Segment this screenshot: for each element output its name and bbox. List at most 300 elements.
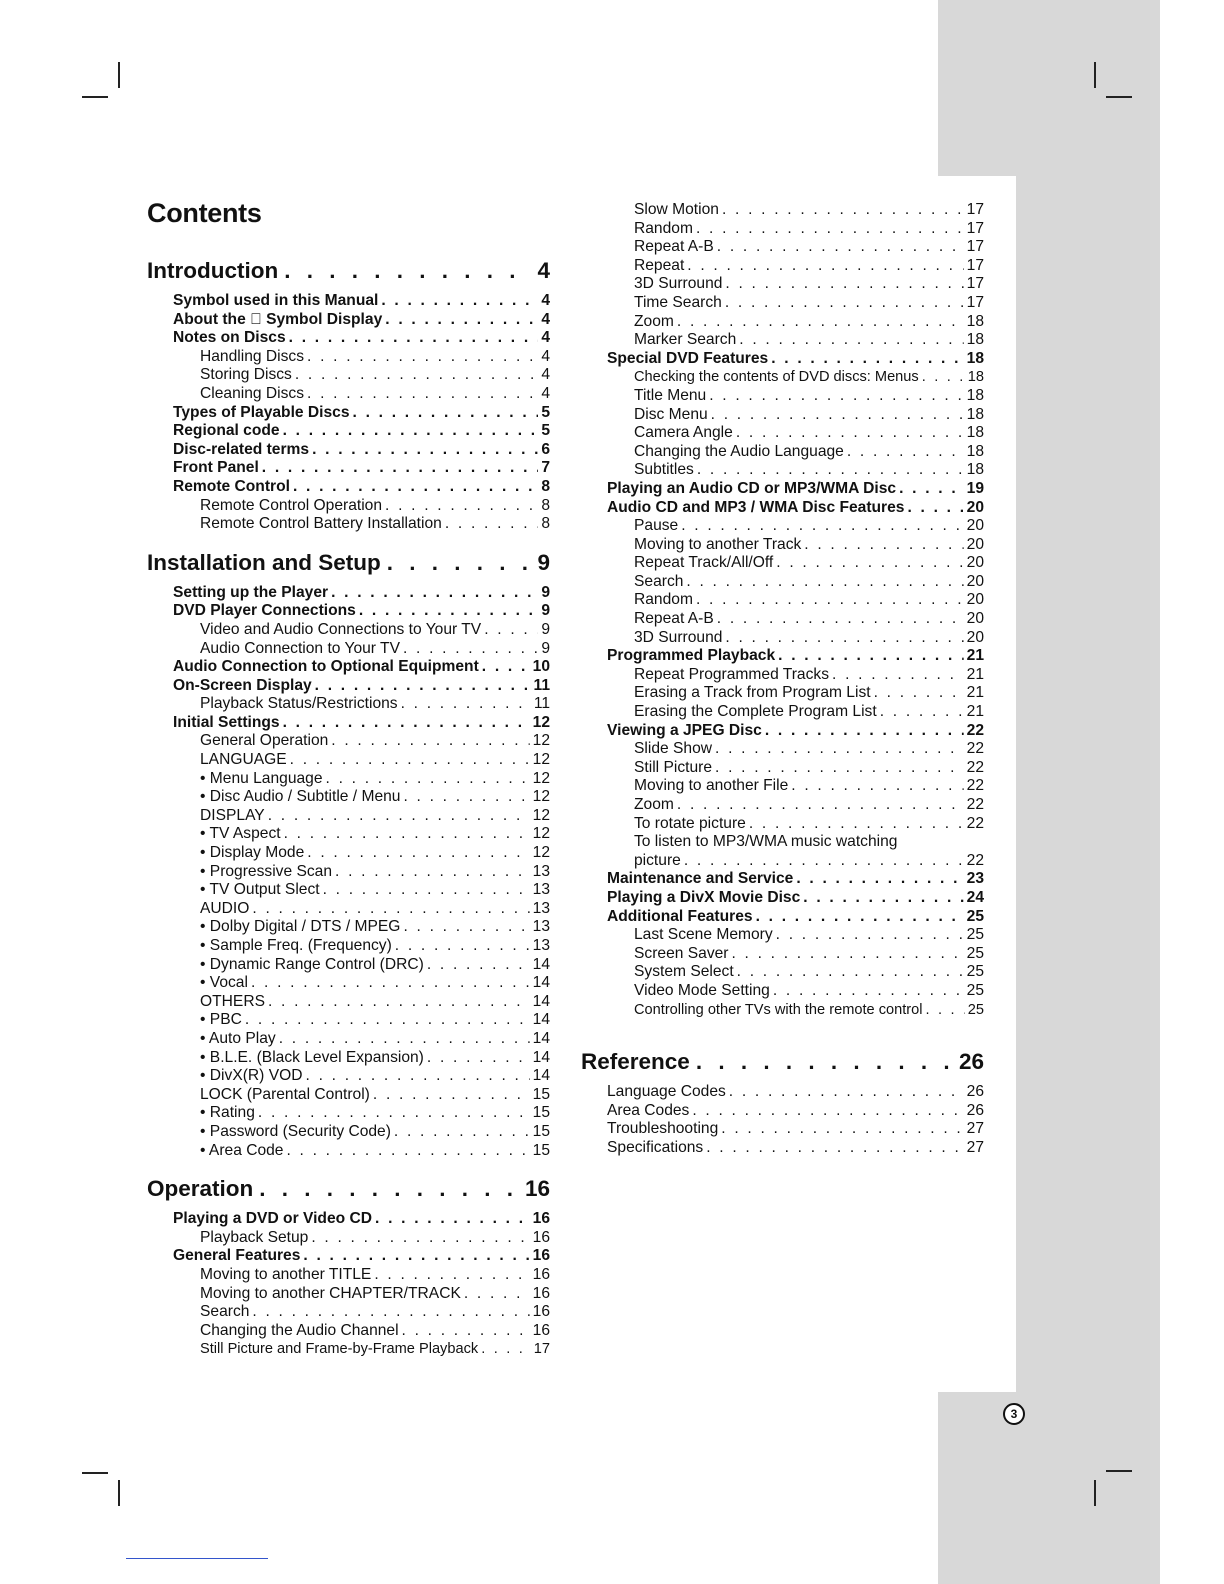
toc-leader-dots (284, 256, 531, 286)
toc-leader-dots (312, 441, 538, 460)
toc-leader-dots (737, 963, 964, 982)
toc-page-number: 16 (532, 1265, 550, 1283)
toc-entry[interactable] (147, 1142, 550, 1161)
toc-leader-dots (259, 1174, 519, 1204)
toc-entry[interactable] (147, 497, 550, 516)
toc-entry[interactable] (581, 275, 984, 294)
toc-entry[interactable] (147, 900, 550, 919)
toc-leader-dots (791, 777, 963, 796)
toc-entry[interactable] (147, 1011, 550, 1030)
margin-shade-bottom (938, 1392, 1160, 1584)
toc-entry[interactable] (147, 751, 550, 770)
margin-shade-side (1016, 176, 1160, 1392)
toc-leader-dots (481, 1340, 531, 1359)
toc-section[interactable] (147, 459, 550, 478)
toc-gap (581, 1019, 984, 1033)
toc-section[interactable] (147, 292, 550, 311)
toc-label: Programmed Playback (607, 647, 776, 665)
toc-leader-dots (284, 825, 530, 844)
toc-leader-dots (307, 385, 538, 404)
toc-label: Controlling other TVs with the remote control (634, 1001, 923, 1018)
toc-page-number: 21 (966, 665, 984, 683)
toc-page-number: 17 (966, 275, 984, 293)
toc-page-number: 20 (966, 498, 984, 516)
toc-label: • Password (Security Code) (200, 1122, 391, 1140)
toc-leader-dots (832, 666, 964, 685)
toc-leader-dots (715, 740, 964, 759)
toc-entry[interactable] (581, 629, 984, 648)
crop-mark (1106, 96, 1132, 98)
toc-page-number: 21 (966, 684, 984, 702)
toc-section[interactable] (147, 1247, 550, 1266)
toc-section[interactable] (581, 1139, 984, 1158)
toc-page-number: 18 (966, 461, 984, 479)
toc-entry[interactable] (581, 536, 984, 555)
toc-page-number: 20 (966, 554, 984, 572)
toc-leader-dots (395, 937, 530, 956)
page-number: 3 (1003, 1403, 1025, 1425)
toc-page-number: 15 (532, 1085, 550, 1103)
page-title: Contents (147, 198, 262, 228)
toc-leader-dots (749, 815, 964, 834)
toc-leader-dots (315, 677, 531, 696)
toc-page-number: 17 (966, 219, 984, 237)
toc-label: Subtitles (634, 461, 694, 479)
toc-leader-dots (323, 881, 530, 900)
toc-entry[interactable] (147, 621, 550, 640)
toc-label: Remote Control (173, 477, 290, 495)
toc-entry[interactable] (581, 554, 984, 573)
toc-label: On-Screen Display (173, 676, 312, 694)
toc-page-number: 25 (966, 944, 984, 962)
toc-entry[interactable] (147, 1086, 550, 1105)
toc-leader-dots (252, 900, 529, 919)
toc-entry[interactable] (147, 956, 550, 975)
toc-leader-dots (776, 554, 963, 573)
toc-page-number: 4 (541, 329, 550, 347)
toc-leader-dots (722, 201, 964, 220)
toc-page-number: 15 (532, 1104, 550, 1122)
toc-section[interactable] (581, 647, 984, 666)
toc-entry[interactable] (147, 863, 550, 882)
toc-label: • TV Aspect (200, 825, 281, 843)
toc-page-number: 20 (966, 572, 984, 590)
toc-page-number: 4 (541, 310, 550, 328)
toc-section[interactable] (147, 329, 550, 348)
toc-entry[interactable] (581, 815, 984, 834)
toc-label: Moving to another TITLE (200, 1265, 372, 1283)
toc-entry[interactable] (581, 703, 984, 722)
toc-page-number: 25 (966, 963, 984, 981)
toc-entry[interactable] (147, 937, 550, 956)
toc-chapter[interactable] (147, 256, 550, 286)
toc-page-number: 26 (966, 1101, 984, 1119)
toc-entry[interactable] (581, 387, 984, 406)
toc-leader-dots (331, 732, 529, 751)
toc-entry[interactable] (147, 974, 550, 993)
toc-entry[interactable] (147, 640, 550, 659)
toc-page-number: 17 (533, 1341, 550, 1358)
toc-label: Zoom (634, 796, 674, 813)
toc-right-column (581, 201, 984, 1158)
toc-page-number: 25 (966, 981, 984, 999)
toc-entry[interactable] (581, 796, 984, 815)
toc-label: DVD Player Connections (173, 602, 356, 620)
toc-entry[interactable] (147, 1049, 550, 1068)
toc-label: Handling Discs (200, 347, 305, 365)
toc-section[interactable] (581, 350, 984, 369)
toc-page-number: 14 (532, 1067, 550, 1085)
toc-leader-dots (907, 499, 963, 518)
toc-label: Playback Status/Restrictions (200, 695, 398, 713)
toc-leader-dots (731, 945, 963, 964)
toc-label: Video and Audio Connections to Your TV (200, 620, 482, 638)
toc-label: Additional Features (607, 907, 753, 925)
toc-entry[interactable] (147, 732, 550, 751)
toc-label: Types of Playable Discs (173, 403, 350, 421)
toc-leader-dots (729, 1083, 964, 1102)
toc-section[interactable] (147, 311, 550, 330)
toc-entry[interactable] (147, 1123, 550, 1142)
toc-label: picture (634, 851, 681, 869)
toc-entry[interactable] (581, 220, 984, 239)
toc-label: Still Picture and Frame-by-Frame Playback (200, 1341, 479, 1358)
toc-leader-dots (303, 1247, 529, 1266)
toc-page-number: 12 (532, 806, 550, 824)
toc-leader-dots (353, 404, 539, 423)
toc-label: Remote Control Battery Installation (200, 515, 442, 533)
toc-entry[interactable] (581, 684, 984, 703)
toc-page-number: 18 (966, 331, 984, 349)
toc-section[interactable] (147, 1210, 550, 1229)
toc-entry[interactable] (581, 517, 984, 536)
toc-page-number: 12 (532, 732, 550, 750)
toc-entry[interactable] (581, 201, 984, 220)
toc-page-number: 4 (537, 258, 550, 283)
toc-leader-dots (677, 313, 964, 332)
toc-entry[interactable] (147, 807, 550, 826)
toc-label: Troubleshooting (607, 1120, 719, 1138)
toc-section[interactable] (147, 677, 550, 696)
toc-page-number: 14 (532, 1029, 550, 1047)
toc-leader-dots (771, 350, 963, 369)
toc-label: Repeat (634, 256, 685, 274)
toc-label: Title Menu (634, 386, 707, 404)
toc-entry[interactable] (147, 366, 550, 385)
toc-entry[interactable] (581, 461, 984, 480)
toc-label: Zoom (634, 312, 674, 330)
toc-leader-dots (245, 1011, 530, 1030)
toc-leader-dots (403, 918, 529, 937)
toc-label: Disc Menu (634, 405, 708, 423)
toc-page-number: 16 (532, 1321, 550, 1339)
toc-leader-dots (482, 658, 530, 677)
toc-entry[interactable] (581, 238, 984, 257)
toc-entry[interactable] (147, 1229, 550, 1248)
toc-label: Pause (634, 517, 679, 535)
toc-entry[interactable] (581, 740, 984, 759)
toc-page-number: 13 (532, 899, 550, 917)
toc-leader-dots (697, 461, 964, 480)
toc-page-number: 22 (966, 851, 984, 869)
toc-entry[interactable] (147, 993, 550, 1012)
toc-section[interactable] (147, 658, 550, 677)
toc-page-number: 25 (966, 926, 984, 944)
toc-entry[interactable] (147, 1104, 550, 1123)
toc-page-number: 12 (532, 713, 550, 731)
toc-leader-dots (403, 640, 538, 659)
toc-section[interactable] (147, 602, 550, 621)
toc-page-number: 18 (966, 442, 984, 460)
toc-page-number: 4 (541, 292, 550, 309)
toc-label: Search (634, 572, 684, 590)
toc-page-number: 14 (532, 992, 550, 1010)
toc-leader-dots (381, 292, 538, 311)
toc-section[interactable] (147, 441, 550, 460)
toc-section[interactable] (147, 404, 550, 423)
toc-entry[interactable] (147, 1322, 550, 1341)
toc-entry[interactable] (581, 406, 984, 425)
toc-leader-dots (725, 294, 964, 313)
toc-label: Viewing a JPEG Disc (607, 721, 762, 739)
crop-mark (1094, 62, 1096, 88)
toc-page-number: 11 (533, 695, 550, 713)
toc-leader-dots (394, 1123, 530, 1142)
toc-entry[interactable] (147, 844, 550, 863)
toc-leader-dots (427, 956, 530, 975)
toc-page-number: 22 (966, 796, 984, 813)
toc-entry[interactable] (147, 788, 550, 807)
toc-entry[interactable] (147, 1067, 550, 1086)
toc-entry[interactable] (147, 770, 550, 789)
toc-label: Playing an Audio CD or MP3/WMA Disc (607, 479, 897, 497)
footer-rule (126, 1558, 268, 1559)
toc-page-number: 13 (532, 862, 550, 880)
toc-page-number: 15 (532, 1141, 550, 1159)
toc-leader-dots (262, 459, 539, 478)
toc-entry[interactable] (147, 1285, 550, 1304)
crop-mark (118, 1480, 120, 1506)
toc-section[interactable] (147, 422, 550, 441)
toc-label: Playing a DivX Movie Disc (607, 888, 801, 906)
toc-label: Installation and Setup (147, 549, 381, 575)
toc-section[interactable] (581, 1120, 984, 1139)
toc-entry[interactable] (581, 852, 984, 871)
toc-entry[interactable] (147, 825, 550, 844)
toc-section[interactable] (581, 870, 984, 889)
toc-leader-dots (427, 1049, 530, 1068)
toc-entry[interactable] (581, 331, 984, 350)
toc-page-number: 9 (537, 549, 550, 575)
toc-page-number: 22 (966, 777, 984, 795)
toc-entry[interactable] (581, 982, 984, 1001)
toc-leader-dots (696, 591, 964, 610)
toc-label: • Disc Audio / Subtitle / Menu (200, 788, 401, 806)
toc-entry[interactable] (147, 385, 550, 404)
toc-label: Video Mode Setting (634, 981, 770, 999)
toc-entry[interactable] (581, 666, 984, 685)
toc-leader-dots (445, 515, 538, 534)
toc-page-number: 4 (541, 347, 550, 365)
toc-label: Front Panel (173, 459, 259, 477)
toc-label: Introduction (147, 258, 279, 283)
toc-label: Last Scene Memory (634, 926, 773, 944)
toc-page-number: 22 (966, 721, 984, 739)
toc-leader-dots (484, 621, 538, 640)
toc-leader-dots (692, 1102, 963, 1121)
toc-page-number: 23 (966, 870, 984, 888)
toc-label: Reference (581, 1049, 690, 1075)
crop-mark (118, 62, 120, 88)
toc-entry[interactable] (581, 443, 984, 462)
toc-leader-dots (252, 1303, 529, 1322)
toc-chapter[interactable] (581, 1047, 984, 1077)
toc-leader-dots (293, 478, 538, 497)
toc-leader-dots (335, 863, 530, 882)
toc-label: Maintenance and Service (607, 870, 794, 888)
toc-leader-dots (401, 695, 531, 714)
toc-entry[interactable] (581, 833, 984, 852)
toc-leader-dots (778, 647, 963, 666)
toc-leader-dots (847, 443, 964, 462)
toc-entry[interactable] (581, 610, 984, 629)
toc-leader-dots (359, 602, 538, 621)
toc-label: Moving to another CHAPTER/TRACK (200, 1284, 461, 1302)
toc-page-number: 12 (532, 825, 550, 843)
toc-label: DISPLAY (200, 806, 265, 824)
toc-page-number: 22 (966, 814, 984, 832)
toc-entry[interactable] (147, 1340, 550, 1359)
toc-label: Changing the Audio Language (634, 442, 844, 460)
toc-gap (147, 534, 550, 548)
toc-section[interactable] (147, 584, 550, 603)
toc-leader-dots (402, 1322, 530, 1341)
toc-label: • Menu Language (200, 769, 323, 787)
crop-mark (1094, 1480, 1096, 1506)
toc-section[interactable] (147, 714, 550, 733)
toc-section[interactable] (147, 478, 550, 497)
toc-label: • PBC (200, 1011, 242, 1029)
toc-page-number: 17 (966, 293, 984, 311)
toc-label: Repeat Programmed Tracks (634, 665, 829, 683)
toc-page-number: 13 (532, 881, 550, 899)
toc-entry[interactable] (147, 515, 550, 534)
toc-leader-dots (874, 684, 964, 703)
toc-leader-dots (258, 1104, 530, 1123)
toc-entry[interactable] (147, 918, 550, 937)
toc-entry[interactable] (147, 348, 550, 367)
toc-entry[interactable] (147, 1303, 550, 1322)
toc-label: Slide Show (634, 740, 713, 758)
toc-entry[interactable] (581, 945, 984, 964)
toc-label: Camera Angle (634, 424, 733, 442)
toc-entry[interactable] (581, 424, 984, 443)
crop-mark (1106, 1470, 1132, 1472)
toc-chapter[interactable] (147, 548, 550, 578)
toc-page-number: 12 (532, 751, 550, 769)
toc-label: Language Codes (607, 1083, 726, 1101)
toc-page-number: 16 (532, 1210, 550, 1228)
toc-label: Symbol used in this Manual (173, 292, 379, 309)
toc-leader-dots (721, 1120, 963, 1139)
crop-mark (82, 1472, 108, 1474)
toc-label: Notes on Discs (173, 329, 286, 347)
toc-entry[interactable] (147, 1030, 550, 1049)
toc-entry[interactable] (581, 963, 984, 982)
toc-entry[interactable] (147, 881, 550, 900)
toc-leader-dots (899, 480, 964, 499)
toc-page-number: 20 (966, 591, 984, 609)
toc-left-column (147, 256, 550, 1359)
toc-label: Checking the contents of DVD discs: Menus (634, 369, 919, 386)
toc-label: Regional code (173, 422, 280, 440)
toc-label: • Area Code (200, 1141, 284, 1159)
toc-section[interactable] (581, 1083, 984, 1102)
toc-label: • B.L.E. (Black Level Expansion) (200, 1048, 424, 1066)
toc-leader-dots (725, 275, 963, 294)
toc-section[interactable] (581, 722, 984, 741)
toc-label: To rotate picture (634, 814, 746, 832)
toc-page-number: 21 (966, 647, 984, 665)
toc-entry[interactable] (581, 759, 984, 778)
toc-leader-dots (922, 368, 965, 387)
toc-label: • Vocal (200, 974, 248, 992)
toc-label: • DivX(R) VOD (200, 1067, 303, 1085)
toc-leader-dots (711, 406, 964, 425)
toc-section[interactable] (581, 499, 984, 518)
toc-leader-dots (311, 1229, 529, 1248)
toc-label: • Dynamic Range Control (DRC) (200, 955, 424, 973)
toc-leader-dots (374, 1266, 529, 1285)
toc-section[interactable] (581, 1102, 984, 1121)
toc-page-number: 5 (541, 422, 550, 440)
toc-section[interactable] (581, 480, 984, 499)
toc-label: General Features (173, 1247, 301, 1265)
toc-entry[interactable] (581, 926, 984, 945)
toc-chapter[interactable] (147, 1174, 550, 1204)
toc-entry[interactable] (581, 313, 984, 332)
toc-leader-dots (286, 1142, 529, 1161)
toc-entry[interactable] (581, 294, 984, 313)
toc-entry[interactable] (581, 777, 984, 796)
toc-label: LOCK (Parental Control) (200, 1085, 370, 1103)
toc-page-number: 14 (532, 974, 550, 992)
toc-section[interactable] (581, 908, 984, 927)
toc-label: Search (200, 1303, 250, 1321)
toc-page-number: 18 (966, 349, 984, 367)
toc-label: Random (634, 591, 693, 609)
toc-page-number: 13 (532, 918, 550, 936)
margin-shade-top (938, 0, 1160, 176)
toc-entry[interactable] (147, 695, 550, 714)
toc-entry[interactable] (581, 368, 984, 387)
toc-entry[interactable] (147, 1266, 550, 1285)
toc-page-number: 12 (532, 788, 550, 806)
toc-page-number: 5 (541, 403, 550, 421)
toc-entry[interactable] (581, 257, 984, 276)
toc-section[interactable] (581, 889, 984, 908)
toc-label: About the ⃠ Symbol Display (173, 310, 383, 328)
toc-page-number: 10 (532, 658, 550, 676)
toc-leader-dots (385, 311, 538, 330)
toc-label: Moving to another Track (634, 535, 802, 553)
toc-entry[interactable] (581, 591, 984, 610)
toc-entry[interactable] (581, 1001, 984, 1020)
toc-entry[interactable] (581, 573, 984, 592)
toc-leader-dots (373, 1086, 530, 1105)
toc-label: Time Search (634, 293, 722, 311)
toc-leader-dots (687, 257, 963, 276)
